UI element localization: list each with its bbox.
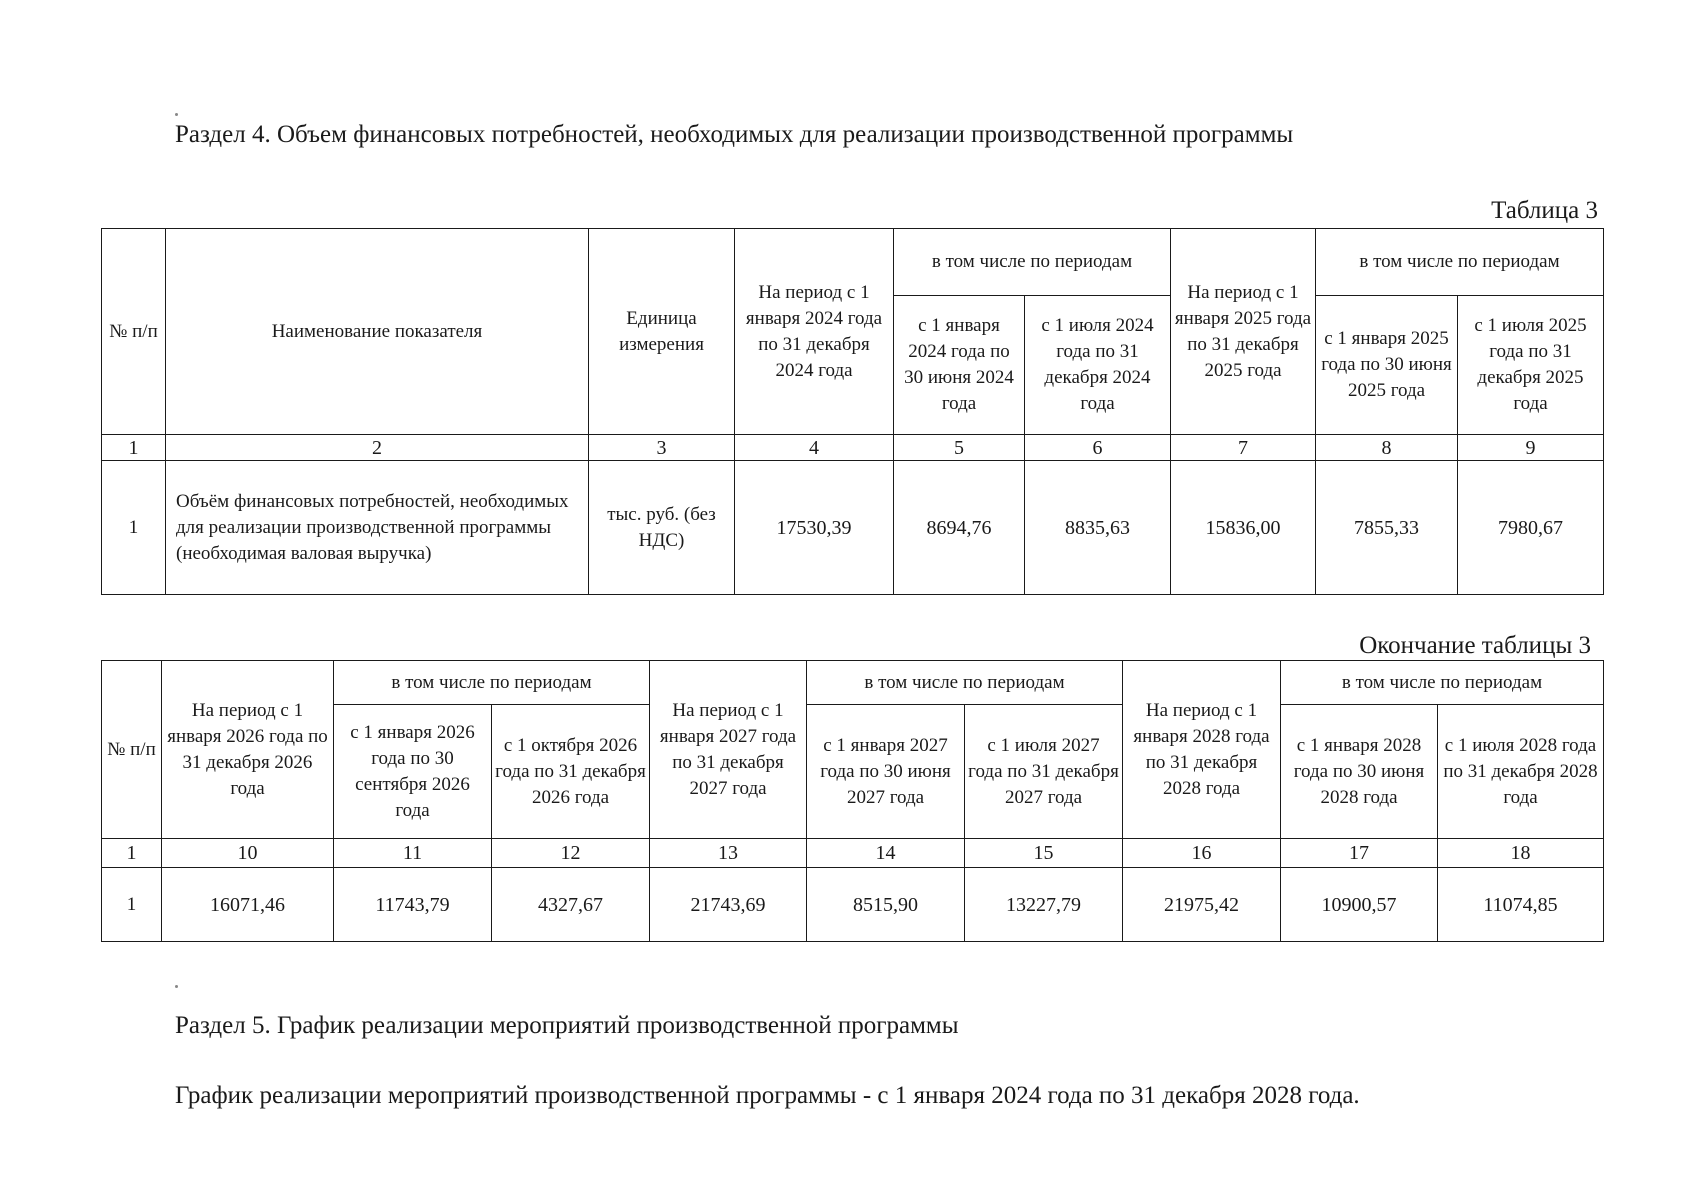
column-number: 1 [102, 435, 166, 461]
header-num: № п/п [102, 229, 166, 435]
table-row [102, 461, 1604, 595]
column-number: 4 [735, 435, 894, 461]
section-4-title: Раздел 4. Объем финансовых потребностей, необходимых для реализации производственной программы [175, 121, 1294, 148]
header-p1-2026: с 1 января 2026 года по 30 сентября 2026 года [334, 705, 492, 839]
header-period-2028: На период с 1 января 2028 года по 31 декабря 2028 года [1123, 661, 1281, 839]
header-period-2026: На период с 1 января 2026 года по 31 декабря 2026 года [162, 661, 334, 839]
column-number: 2 [166, 435, 589, 461]
header-num: № п/п [102, 661, 162, 839]
value-period-2025: 15836,00 [1171, 461, 1316, 595]
value-h1-2024: 8694,76 [894, 461, 1025, 595]
column-number: 7 [1171, 435, 1316, 461]
header-h2-2025: с 1 июля 2025 года по 31 декабря 2025 года [1458, 296, 1604, 435]
table-row [102, 868, 1604, 942]
column-number: 15 [965, 839, 1123, 868]
header-h1-2024: с 1 января 2024 года по 30 июня 2024 года [894, 296, 1025, 435]
header-including-periods: в том числе по периодам [807, 661, 1123, 705]
value-h2-2027: 13227,79 [965, 868, 1123, 942]
row-unit: тыс. руб. (без НДС) [589, 461, 735, 595]
header-including-periods: в том числе по периодам [894, 229, 1171, 296]
header-period-2024: На период с 1 января 2024 года по 31 декабря 2024 года [735, 229, 894, 435]
column-number: 13 [650, 839, 807, 868]
value-period-2028: 21975,42 [1123, 868, 1281, 942]
header-h1-2028: с 1 января 2028 года по 30 июня 2028 года [1281, 705, 1438, 839]
header-p2-2026: с 1 октября 2026 года по 31 декабря 2026 года [492, 705, 650, 839]
value-period-2027: 21743,69 [650, 868, 807, 942]
value-period-2026: 16071,46 [162, 868, 334, 942]
header-including-periods: в том числе по периодам [334, 661, 650, 705]
row-num: 1 [102, 461, 166, 595]
column-number: 5 [894, 435, 1025, 461]
column-number: 16 [1123, 839, 1281, 868]
section-5-text: График реализации мероприятий производственной программы - с 1 января 2024 года по 31 декабря 2028 года. [175, 1082, 1360, 1109]
value-p1-2026: 11743,79 [334, 868, 492, 942]
column-number: 1 [102, 839, 162, 868]
column-number: 6 [1025, 435, 1171, 461]
header-h1-2025: с 1 января 2025 года по 30 июня 2025 года [1316, 296, 1458, 435]
table-3-label: Таблица 3 [1491, 197, 1598, 224]
scan-speck [175, 985, 178, 988]
column-number: 11 [334, 839, 492, 868]
row-num: 1 [102, 868, 162, 942]
header-period-2025: На период с 1 января 2025 года по 31 декабря 2025 года [1171, 229, 1316, 435]
scan-speck [175, 113, 178, 116]
section-5-title: Раздел 5. График реализации мероприятий производственной программы [175, 1012, 959, 1039]
row-indicator-name: Объём финансовых потребностей, необходимых для реализации производственной программы (необходимая валовая выручка) [166, 461, 589, 595]
column-number: 18 [1438, 839, 1604, 868]
header-h2-2028: с 1 июля 2028 года по 31 декабря 2028 года [1438, 705, 1604, 839]
header-h2-2027: с 1 июля 2027 года по 31 декабря 2027 года [965, 705, 1123, 839]
header-h2-2024: с 1 июля 2024 года по 31 декабря 2024 года [1025, 296, 1171, 435]
column-number: 3 [589, 435, 735, 461]
column-number: 10 [162, 839, 334, 868]
value-period-2024: 17530,39 [735, 461, 894, 595]
table-3 [101, 228, 1604, 595]
table-3-continuation [101, 660, 1604, 942]
table-3-end-label: Окончание таблицы 3 [1359, 632, 1591, 659]
value-h1-2027: 8515,90 [807, 868, 965, 942]
header-h1-2027: с 1 января 2027 года по 30 июня 2027 года [807, 705, 965, 839]
column-number: 17 [1281, 839, 1438, 868]
column-number: 9 [1458, 435, 1604, 461]
value-h1-2025: 7855,33 [1316, 461, 1458, 595]
value-h2-2025: 7980,67 [1458, 461, 1604, 595]
value-h2-2024: 8835,63 [1025, 461, 1171, 595]
header-including-periods: в том числе по периодам [1281, 661, 1604, 705]
column-number: 8 [1316, 435, 1458, 461]
column-number: 12 [492, 839, 650, 868]
value-h1-2028: 10900,57 [1281, 868, 1438, 942]
value-p2-2026: 4327,67 [492, 868, 650, 942]
header-including-periods: в том числе по периодам [1316, 229, 1604, 296]
header-period-2027: На период с 1 января 2027 года по 31 декабря 2027 года [650, 661, 807, 839]
header-name: Наименование показателя [166, 229, 589, 435]
value-h2-2028: 11074,85 [1438, 868, 1604, 942]
header-unit: Единица измерения [589, 229, 735, 435]
column-number: 14 [807, 839, 965, 868]
